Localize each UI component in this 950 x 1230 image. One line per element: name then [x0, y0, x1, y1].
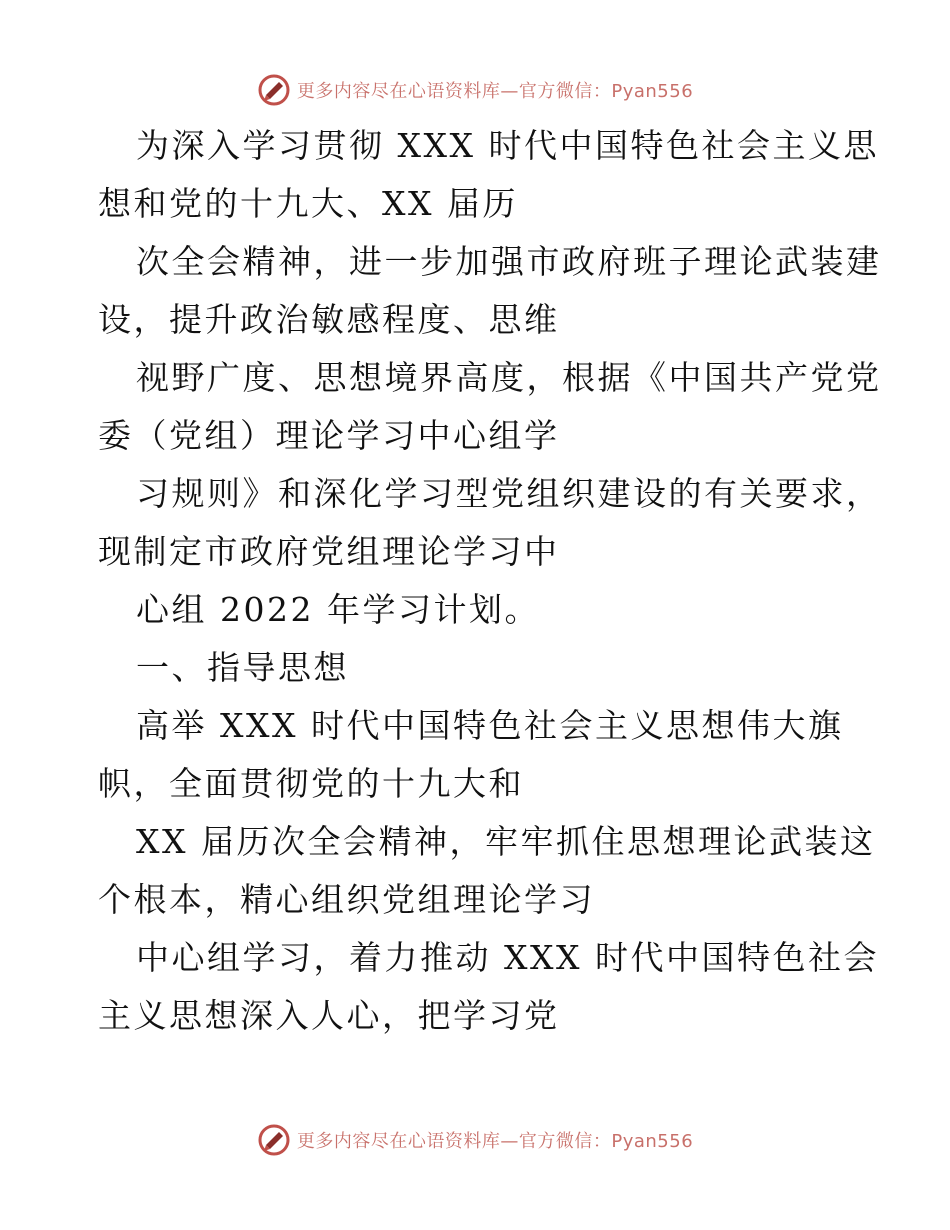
header-watermark [0, 70, 950, 110]
watermark-logo-icon [257, 1123, 291, 1157]
text-line: 想和党的十九大、XX 届历 [98, 184, 518, 223]
watermark-text: 更多内容尽在心语资料库—官方微信：Pyan556 [296, 81, 694, 102]
text-line: 视野广度、思想境界高度，根据《中国共产党党 [136, 358, 882, 397]
text-line: 高举 XXX 时代中国特色社会主义思想伟大旗 [136, 706, 844, 745]
watermark-text: 更多内容尽在心语资料库—官方微信：Pyan556 [296, 1131, 694, 1152]
text-line: 帜，全面贯彻党的十九大和 [98, 764, 524, 803]
footer-watermark [0, 1120, 950, 1160]
text-line: 设，提升政治敏感程度、思维 [98, 300, 560, 339]
text-line: XX 届历次全会精神，牢牢抓住思想理论武装这 [136, 822, 876, 861]
text-line: 中心组学习，着力推动 XXX 时代中国特色社会 [136, 938, 879, 977]
document-body [98, 117, 882, 1045]
text-line: 个根本，精心组织党组理论学习 [98, 880, 595, 919]
text-line: 主义思想深入人心，把学习党 [98, 996, 560, 1035]
text-line: 委（党组）理论学习中心组学 [98, 416, 560, 455]
text-line: 一、指导思想 [136, 648, 349, 687]
watermark-logo-icon [257, 73, 291, 107]
text-line: 习规则》和深化学习型党组织建设的有关要求， [136, 474, 882, 513]
text-line: 为深入学习贯彻 XXX 时代中国特色社会主义思 [136, 126, 879, 165]
text-line: 心组 2022 年学习计划。 [136, 590, 540, 629]
text-line: 现制定市政府党组理论学习中 [98, 532, 560, 571]
text-line: 次全会精神，进一步加强市政府班子理论武装建 [136, 242, 882, 281]
